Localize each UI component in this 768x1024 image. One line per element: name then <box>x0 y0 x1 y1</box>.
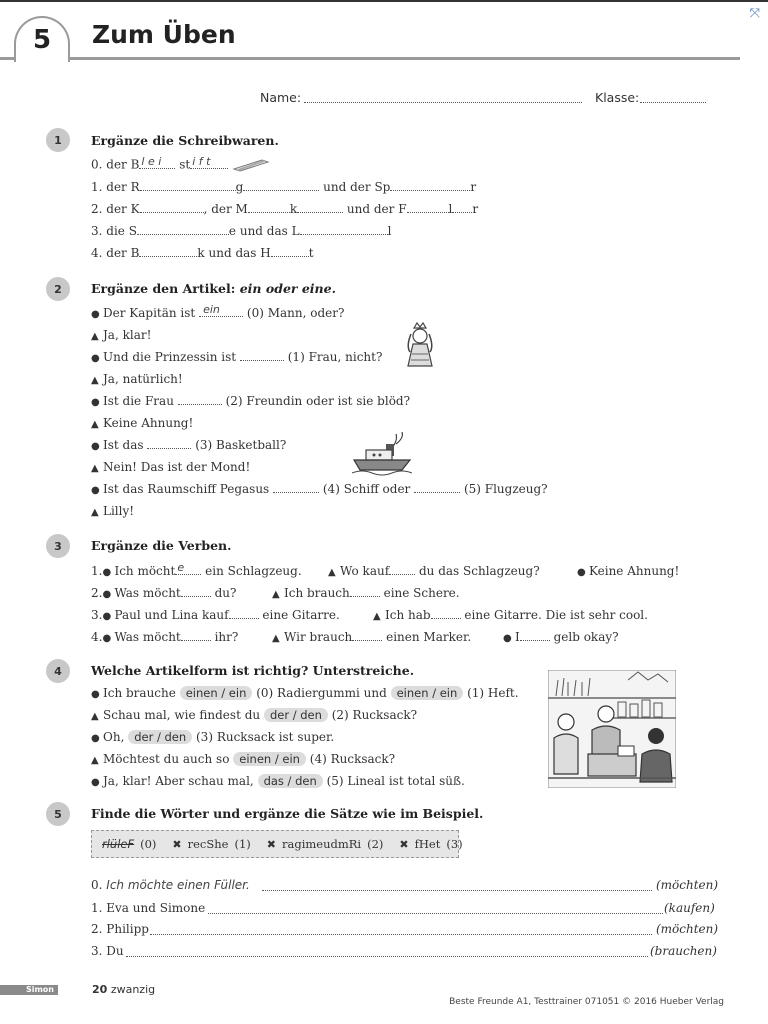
ex2-line-9: ▲ Lilly! <box>91 504 135 518</box>
name-field[interactable] <box>304 90 582 103</box>
exercise-5-number: 5 <box>46 802 70 826</box>
choice-pill[interactable]: der / den <box>264 708 328 722</box>
separator-icon: ✖ <box>399 837 409 851</box>
class-field[interactable] <box>640 90 706 103</box>
choice-pill[interactable]: der / den <box>128 730 192 744</box>
ex2-line-0: ● Der Kapitän ist ein (0) Mann, oder? <box>91 303 345 320</box>
ex1-line-2: 2. der K , der M k und der F l r <box>91 202 479 216</box>
exercise-1-title: Ergänze die Schreibwaren. <box>91 133 279 148</box>
unit-number: 5 <box>32 25 52 55</box>
exercise-2-title: Ergänze den Artikel: ein oder eine. <box>91 281 336 296</box>
exercise-3-title: Ergänze die Verben. <box>91 538 232 553</box>
header-rule <box>0 57 740 60</box>
ex3-row-4-col-2: ▲ Wir brauch einen Marker. <box>272 630 472 644</box>
ex3-row-3-col-1: 3.● Paul und Lina kauf eine Gitarre. <box>91 608 340 622</box>
ex1-line-4: 4. der B k und das H t <box>91 246 314 260</box>
expand-icon[interactable]: ⤧ <box>749 6 760 21</box>
princess-illustration <box>400 322 440 370</box>
choice-pill[interactable]: einen / ein <box>391 686 464 700</box>
pencil-icon <box>232 157 270 173</box>
word-2: ragimeudmRi <box>281 837 362 851</box>
choice-pill[interactable]: einen / ein <box>180 686 253 700</box>
name-label: Name: <box>260 90 302 105</box>
ex4-line-3: ▲ Möchtest du auch so einen / ein (4) Rucksack? <box>91 752 396 766</box>
ex4-line-1: ▲ Schau mal, wie findest du der / den (2) Rucksack? <box>91 708 418 722</box>
footer-tab: Simon <box>0 985 58 995</box>
ex2-line-2: ● Und die Prinzessin ist (1) Frau, nicht? <box>91 350 383 364</box>
ex5-answer-2[interactable] <box>150 922 652 935</box>
page-title: Zum Üben <box>92 20 236 49</box>
ex2-line-4: ● Ist die Frau (2) Freundin oder ist sie blöd? <box>91 394 411 408</box>
class-label: Klasse: <box>595 90 640 105</box>
word-box: rlüleF (0) ✖ recShe (1) ✖ ragimeudmRi (2) ✖ fHet (3) <box>91 830 459 858</box>
ex2-line-3: ▲ Ja, natürlich! <box>91 372 183 386</box>
exercise-2-number: 2 <box>46 277 70 301</box>
ex4-line-0: ● Ich brauche einen / ein (0) Radiergummi und einen / ein (1) Heft. <box>91 686 519 700</box>
exercise-4-number: 4 <box>46 659 70 683</box>
ex5-line-0: 0. Ich möchte einen Füller. <box>91 878 250 892</box>
exercise-3-number: 3 <box>46 534 70 558</box>
page-number: 20 zwanzig <box>92 983 156 996</box>
ex5-verb-3: (brauchen) <box>650 944 717 958</box>
ex2-line-7: ▲ Nein! Das ist der Mond! <box>91 460 251 474</box>
ex2-line-5: ▲ Keine Ahnung! <box>91 416 194 430</box>
ex3-row-4-col-1: 4.● Was möcht ihr? <box>91 630 239 644</box>
ex5-answer-0[interactable] <box>262 878 652 891</box>
word-3: fHet <box>414 837 441 851</box>
ex3-row-1-col-3: ● Keine Ahnung! <box>577 564 680 578</box>
top-border <box>0 0 768 2</box>
ex3-row-1-col-2: ▲ Wo kauf du das Schlagzeug? <box>328 564 540 578</box>
ex5-answer-1[interactable] <box>208 901 663 914</box>
unit-badge <box>14 16 70 62</box>
ex1-line-3: 3. die S e und das L l <box>91 224 392 238</box>
exercise-4-title: Welche Artikelform ist richtig? Unterstreiche. <box>91 663 415 678</box>
ex2-line-1: ▲ Ja, klar! <box>91 328 152 342</box>
exercise-1-number: 1 <box>46 128 70 152</box>
ex3-row-1-col-1: 1.● Ich möcht e ein Schlagzeug. <box>91 561 302 578</box>
footer-credit: Beste Freunde A1, Testtrainer 071051 © 2016 Hueber Verlag <box>449 997 724 1007</box>
word-0: rlüleF <box>102 837 135 851</box>
word-1: recShe <box>187 837 229 851</box>
exercise-5-title: Finde die Wörter und ergänze die Sätze wie im Beispiel. <box>91 806 484 821</box>
choice-pill[interactable]: einen / ein <box>233 752 306 766</box>
ex3-row-3-col-2: ▲ Ich hab eine Gitarre. Die ist sehr cool. <box>373 608 648 622</box>
ex5-verb-2: (möchten) <box>656 922 719 936</box>
ex5-verb-0: (möchten) <box>656 878 719 892</box>
ex5-line-1: 1. Eva und Simone <box>91 901 206 915</box>
ex1-line-0: 0. der B l e i st i f t <box>91 157 270 173</box>
ex4-line-2: ● Oh, der / den (3) Rucksack ist super. <box>91 730 335 744</box>
ex2-line-8: ● Ist das Raumschiff Pegasus (4) Schiff oder (5) Flugzeug? <box>91 482 548 496</box>
ex5-line-3: 3. Du <box>91 944 124 958</box>
shop-illustration <box>548 670 676 788</box>
separator-icon: ✖ <box>172 837 182 851</box>
ex2-line-6: ● Ist das (3) Basketball? <box>91 438 287 452</box>
ex4-line-4: ● Ja, klar! Aber schau mal, das / den (5) Lineal ist total süß. <box>91 774 465 788</box>
ship-illustration <box>352 430 412 476</box>
choice-pill[interactable]: das / den <box>258 774 323 788</box>
ex1-line-1: 1. der R g und der Sp r <box>91 180 477 194</box>
ex3-row-2-col-1: 2.● Was möcht du? <box>91 586 237 600</box>
ex3-row-4-col-3: ● I gelb okay? <box>503 630 619 644</box>
ex3-row-2-col-2: ▲ Ich brauch eine Schere. <box>272 586 460 600</box>
ex5-line-2: 2. Philipp <box>91 922 149 936</box>
ex5-verb-1: (kaufen) <box>664 901 715 915</box>
separator-icon: ✖ <box>266 837 276 851</box>
ex5-answer-3[interactable] <box>126 944 648 957</box>
